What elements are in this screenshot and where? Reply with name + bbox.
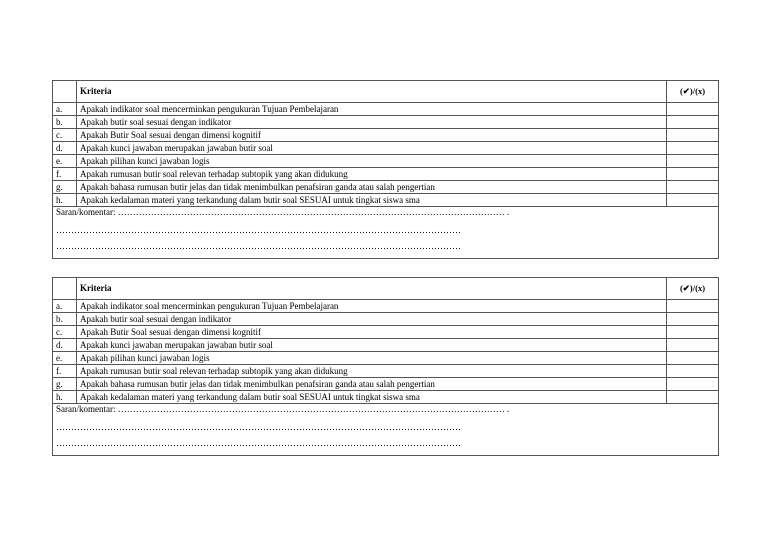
item-letter: e. — [53, 352, 77, 365]
item-text: Apakah indikator soal mencerminkan pengukuran Tujuan Pembelajaran — [77, 103, 667, 116]
comments-field[interactable] — [53, 207, 719, 259]
check-cell[interactable] — [667, 326, 719, 339]
table-row — [53, 155, 719, 168]
item-text: Apakah butir soal sesuai dengan indikator — [77, 116, 667, 129]
table-row — [53, 103, 719, 116]
criteria-header: Kriteria — [77, 278, 667, 300]
table-row — [53, 194, 719, 207]
notes-line-3: ……………………………………………………………………………………………………………………… — [56, 241, 461, 251]
item-text: Apakah rumusan butir soal relevan terhadap subtopik yang akan didukung — [77, 168, 667, 181]
table-header-row — [53, 81, 719, 103]
item-letter: f. — [53, 168, 77, 181]
table-row — [53, 181, 719, 194]
notes-label: Saran/komentar: — [56, 207, 116, 217]
table-row — [53, 378, 719, 391]
item-letter: e. — [53, 155, 77, 168]
item-letter: d. — [53, 142, 77, 155]
notes-dots: ………………………………………………………………………………………………………………… . — [117, 207, 510, 217]
item-text: Apakah indikator soal mencerminkan pengukuran Tujuan Pembelajaran — [77, 300, 667, 313]
item-letter: b. — [53, 313, 77, 326]
table-row — [53, 300, 719, 313]
item-text: Apakah kunci jawaban merupakan jawaban butir soal — [77, 339, 667, 352]
check-cell[interactable] — [667, 129, 719, 142]
item-letter: g. — [53, 378, 77, 391]
check-cell[interactable] — [667, 116, 719, 129]
item-text: Apakah Butir Soal sesuai dengan dimensi kognitif — [77, 129, 667, 142]
table-row — [53, 129, 719, 142]
check-cell[interactable] — [667, 103, 719, 116]
notes-first-line — [56, 208, 715, 217]
header-empty-cell — [53, 278, 77, 300]
table-row — [53, 365, 719, 378]
notes-line-3: ……………………………………………………………………………………………………………………… — [56, 438, 461, 448]
check-cell[interactable] — [667, 155, 719, 168]
notes-row — [53, 207, 719, 259]
header-empty-cell — [53, 81, 77, 103]
item-text: Apakah bahasa rumusan butir jelas dan tidak menimbulkan penafsiran ganda atau salah pengertian — [77, 378, 667, 391]
item-letter: c. — [53, 326, 77, 339]
item-letter: f. — [53, 365, 77, 378]
check-cell[interactable] — [667, 181, 719, 194]
review-table-1 — [52, 80, 719, 259]
check-cell[interactable] — [667, 194, 719, 207]
table-row — [53, 168, 719, 181]
criteria-header: Kriteria — [77, 81, 667, 103]
table-row — [53, 339, 719, 352]
check-cell[interactable] — [667, 142, 719, 155]
check-cell[interactable] — [667, 339, 719, 352]
item-letter: a. — [53, 103, 77, 116]
table-row — [53, 326, 719, 339]
review-table-2 — [52, 277, 719, 456]
item-text: Apakah bahasa rumusan butir jelas dan tidak menimbulkan penafsiran ganda atau salah pengertian — [77, 181, 667, 194]
check-cell[interactable] — [667, 300, 719, 313]
table-row — [53, 313, 719, 326]
item-text: Apakah kedalaman materi yang terkandung dalam butir soal SESUAI untuk tingkat siswa sma — [77, 194, 667, 207]
check-cell[interactable] — [667, 378, 719, 391]
item-letter: h. — [53, 391, 77, 404]
item-text: Apakah pilihan kunci jawaban logis — [77, 155, 667, 168]
check-cell[interactable] — [667, 352, 719, 365]
notes-row — [53, 404, 719, 456]
check-cell[interactable] — [667, 313, 719, 326]
check-cell[interactable] — [667, 168, 719, 181]
table-row — [53, 352, 719, 365]
item-text: Apakah Butir Soal sesuai dengan dimensi kognitif — [77, 326, 667, 339]
item-letter: h. — [53, 194, 77, 207]
notes-first-line — [56, 405, 715, 414]
notes-line-2: ……………………………………………………………………………………………………………………… — [56, 225, 461, 235]
item-letter: a. — [53, 300, 77, 313]
item-text: Apakah butir soal sesuai dengan indikator — [77, 313, 667, 326]
check-cell[interactable] — [667, 365, 719, 378]
item-text: Apakah rumusan butir soal relevan terhadap subtopik yang akan didukung — [77, 365, 667, 378]
table-row — [53, 142, 719, 155]
table-header-row — [53, 278, 719, 300]
comments-field[interactable] — [53, 404, 719, 456]
table-row — [53, 116, 719, 129]
check-header: (✔)/(x) — [667, 278, 719, 300]
item-letter: d. — [53, 339, 77, 352]
check-cell[interactable] — [667, 391, 719, 404]
notes-dots: ………………………………………………………………………………………………………………… . — [117, 404, 510, 414]
notes-line-2: ……………………………………………………………………………………………………………………… — [56, 422, 461, 432]
item-text: Apakah kedalaman materi yang terkandung dalam butir soal SESUAI untuk tingkat siswa sma — [77, 391, 667, 404]
item-text: Apakah pilihan kunci jawaban logis — [77, 352, 667, 365]
item-letter: c. — [53, 129, 77, 142]
table-row — [53, 391, 719, 404]
check-header: (✔)/(x) — [667, 81, 719, 103]
notes-label: Saran/komentar: — [56, 404, 116, 414]
item-text: Apakah kunci jawaban merupakan jawaban butir soal — [77, 142, 667, 155]
item-letter: b. — [53, 116, 77, 129]
item-letter: g. — [53, 181, 77, 194]
